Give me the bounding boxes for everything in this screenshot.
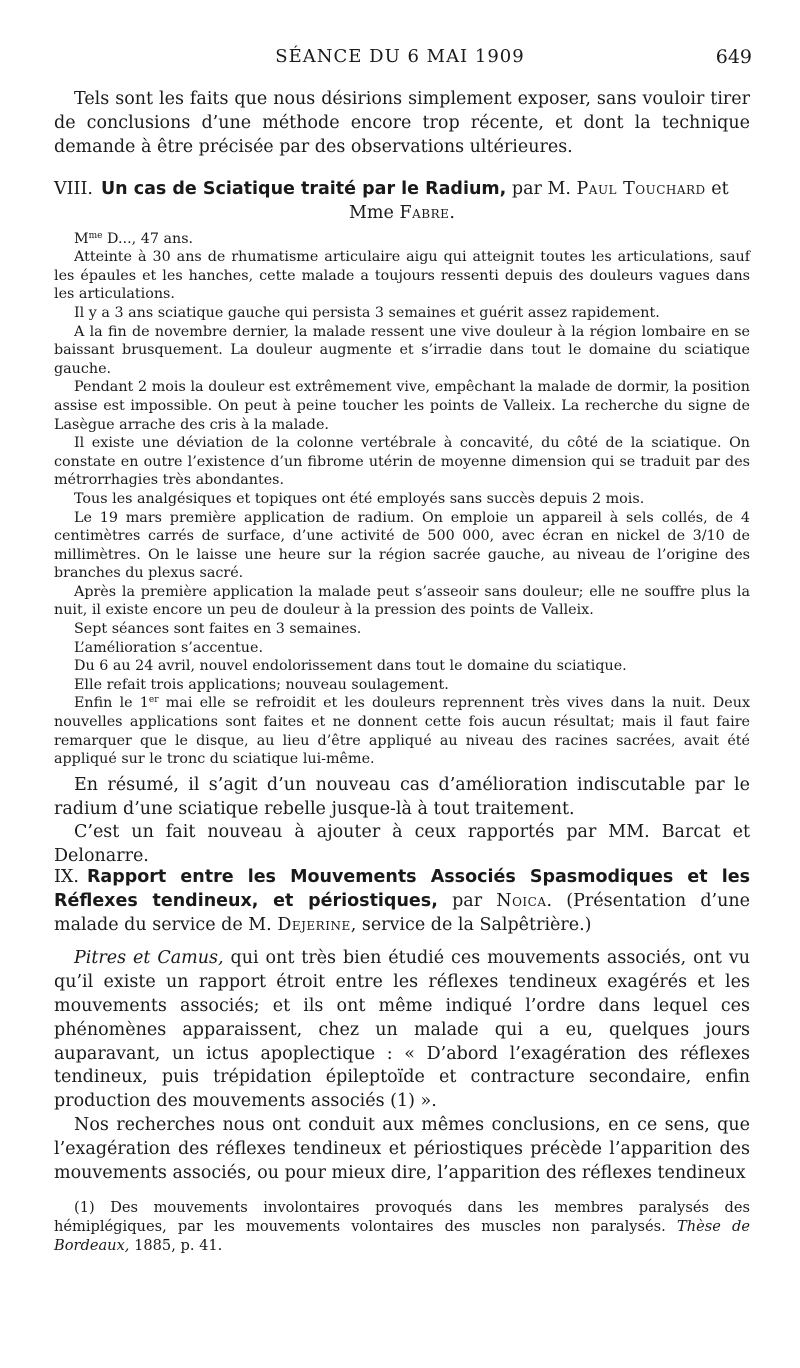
- case-paragraph: Atteinte à 30 ans de rhumatisme articulaire aigu qui atteignit toutes les articulations, sauf les épaules et les hanches, cette malade a toujours ressenti depuis des douleurs vagues dans les articulations.: [54, 249, 750, 303]
- case-paragraph: Le 19 mars première application de radium. On emploie un appareil à sels collés, de 4 centimètres carrés de surface, d’une activité de 500 000, avec écran en nickel de 3/10 de millimètres. On le laisse une heure sur la région sacrée gauche, au niveau de l’origine des branches du plexus sacré.: [54, 509, 750, 582]
- section-viii-by: par M.: [511, 179, 571, 199]
- running-header: [0, 46, 800, 74]
- section-viii-title: Un cas de Sciatique traité par le Radium,: [100, 179, 507, 199]
- author-noica: Noica: [496, 890, 547, 911]
- section-viii-number: VIII.: [54, 179, 93, 199]
- intro-paragraph: Tels sont les faits que nous désirions simplement exposer, sans vouloir tirer de conclusions d’une méthode encore trop récente, et dont la technique demande à être précisée par des observations ultérieures.: [54, 89, 750, 157]
- case-report: [54, 230, 750, 769]
- section-ix-heading: IX. Rapport entre les Mouvements Associés Spasmodiques et les Réflexes tendineux, et périostiques, par Noica. (Présentation d’une malade du service de M. Dejerine, service de la Salpêtrière.): [54, 867, 750, 935]
- section-ix-number: IX.: [54, 867, 79, 887]
- summary-paragraph: En résumé, il s’agit d’un nouveau cas d’amélioration indiscutable par le radium d’une sciatique rebelle jusque-là à tout traitement.: [54, 774, 750, 819]
- case-paragraph: A la fin de novembre dernier, la malade ressent une vive douleur à la région lombaire en se baissant brusquement. La douleur augmente et s’irradie dans tout le domaine du sciatique gauche.: [54, 323, 750, 377]
- case-paragraph: Après la première application la malade peut s’asseoir sans douleur; elle ne souffre plus la nuit, il existe encore un peu de douleur à la pression des points de Valleix.: [54, 583, 750, 619]
- case-paragraph: Enfin le 1er mai elle se refroidit et les douleurs reprennent très vives dans la nuit. Deux nouvelles applications sont faites et ne donnent cette fois aucun résultat; mais il faut faire remarquer que le disque, au lieu d’être appliqué au niveau des racines sacrées, avait été appliqué sur le tronc du sciatique lui-même.: [54, 695, 751, 768]
- case-paragraph: Elle refait trois applications; nouveau soulagement.: [74, 676, 449, 693]
- running-title: SÉANCE DU 6 MAI 1909: [275, 46, 525, 67]
- case-paragraph: L’amélioration s’accentue.: [74, 639, 263, 656]
- section-viii-and: et: [711, 179, 729, 199]
- section-ix-paragraph: Pitres et Camus, qui ont très bien étudié ces mouvements associés, ont vu qu’il existe un rapport étroit entre les réflexes tendineux exagérés et les mouvements associés; et ils ont même indiqué l’ordre dans lequel ces phénomènes apparaissent, chez un malade qui a eu, quelques jours auparavant, un ictus apoplectique : « D’abord l’exagération des réflexes tendineux, puis trépidation épileptoïde et contracture secondaire, enfin production des mouvements associés (1) ».: [54, 948, 750, 1112]
- case-paragraph: Sept séances sont faites en 3 semaines.: [74, 621, 362, 638]
- section-ix: [54, 866, 750, 1185]
- footnote: (1) Des mouvements involontaires provoqués dans les membres paralysés des hémiplégiques, par les mouvements volontaires des muscles non paralysés. Thèse de Bordeaux, 1885, p. 41.: [54, 1199, 751, 1254]
- case-paragraph: Tous les analgésiques et topiques ont été employés sans succès depuis 2 mois.: [74, 490, 645, 507]
- case-paragraph: Il existe une déviation de la colonne vertébrale à concavité, du côté de la sciatique. On constate en outre l’existence d’un fibrome utérin de moyenne dimension qui se traduit par des métrorrhagies très abondantes.: [54, 435, 750, 489]
- case-paragraph: Du 6 au 24 avril, nouvel endolorissement dans tout le domaine du sciatique.: [74, 658, 627, 675]
- section-viii-summary: [54, 774, 750, 869]
- author-fabre: Fabre: [399, 202, 450, 223]
- page-number: 649: [715, 46, 752, 68]
- author-touchard: Paul Touchard: [576, 179, 706, 199]
- chief-dejerine: Dejerine: [277, 914, 351, 935]
- section-viii-heading: VIII. Un cas de Sciatique traité par le Radium, par M. Paul Touchard et Mme Fabre.: [54, 179, 729, 223]
- case-paragraph: Il y a 3 ans sciatique gauche qui persista 3 semaines et guérit assez rapidement.: [74, 304, 660, 321]
- author2-prefix: Mme: [349, 202, 394, 223]
- section-viii: [54, 178, 750, 869]
- patient-line: $M^{me}$ D..., 47 ans.: [74, 230, 194, 247]
- summary-paragraph: C’est un fait nouveau à ajouter à ceux rapportés par MM. Barcat et Delonarre.: [54, 822, 750, 867]
- cited-authors: Pitres et Camus,: [74, 948, 224, 969]
- section-ix-paragraph: Nos recherches nous ont conduit aux mêmes conclusions, en ce sens, que l’exagération des réflexes tendineux et périostiques précède l’apparition des mouvements associés, ou pour mieux dire, l’apparition des réflexes tendineux: [54, 1114, 750, 1183]
- case-paragraph: Pendant 2 mois la douleur est extrêmement vive, empêchant la malade de dormir, la position assise est impossible. On peut à peine toucher les points de Valleix. La recherche du signe de Lasègue arrache des cris à la malade.: [54, 379, 750, 433]
- section-ix-title: Rapport entre les Mouvements Associés Spasmodiques et les Réflexes tendineux, et périostiques,: [54, 867, 750, 911]
